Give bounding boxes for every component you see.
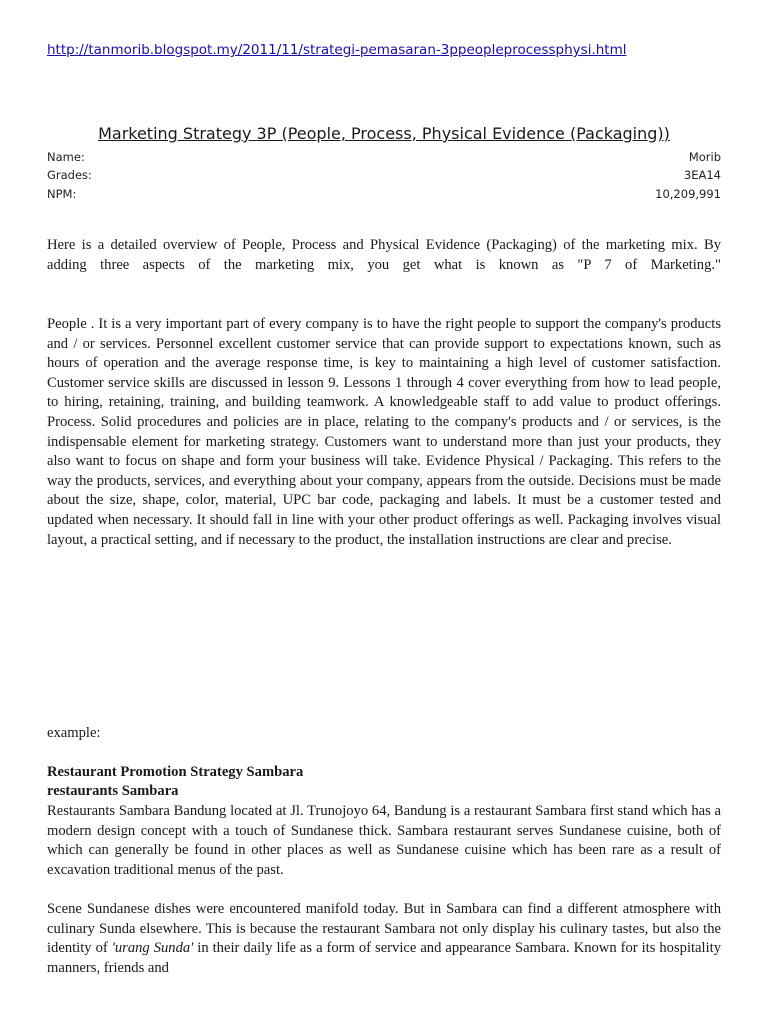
- meta-value: 10,209,991: [655, 187, 721, 201]
- para-text: in their daily life as a form of service and appearance Sambara. Known for its hospitality manners, friends and: [47, 940, 721, 976]
- meta-label: Grades:: [47, 168, 92, 182]
- meta-value: 3EA14: [683, 168, 721, 182]
- sub-heading: restaurants Sambara: [47, 783, 179, 799]
- restaurant-paragraph-1: Restaurants Sambara Bandung located at Jl. Trunojoyo 64, Bandung is a restaurant Sambara first stand which has a modern design concept with a touch of Sundanese thick. Sambara restaurant serves Sundanese cuisine, both of which can generally be found in other places as well as Sundanese cuisine which has been rare as a result of excavation traditional menus of the past.: [47, 803, 721, 878]
- meta-label: NPM:: [47, 187, 77, 201]
- para-italic-text: 'urang Sunda': [111, 940, 194, 957]
- meta-label: Name:: [47, 150, 85, 164]
- section-heading: Restaurant Promotion Strategy Sambara: [47, 764, 304, 780]
- example-label: example:: [47, 725, 101, 741]
- source-url-link[interactable]: http://tanmorib.blogspot.my/2011/11/strategi-pemasaran-3ppeopleprocessphysi.html: [47, 42, 627, 58]
- page-title: Marketing Strategy 3P (People, Process, Physical Evidence (Packaging)): [98, 124, 670, 143]
- body-paragraph: People . It is a very important part of every company is to have the right people to support the company's products and / or services. Personnel excellent customer service that can provide support to expectations known, such as hours of operation and the average response time, is key to maintaining a high level of customer satisfaction. Customer service skills are discussed in lesson 9. Lessons 1 through 4 cover everything from how to lead people, to hiring, retaining, training, and building teamwork. A knowledgeable staff to add value to product offerings. Process. Solid procedures and policies are in place, relating to the company's products and / or services, is the indispensable element for marketing strategy. Customers want to understand more than just your products, they also want to focus on shape and form your business will take. Evidence Physical / Packaging. This refers to the way the products, services, and everything about your company, appears from the outside. Decisions must be made about the size, shape, color, material, UPC bar code, packaging and labels. It must be a customer tested and updated when necessary. It should fall in line with your other product offerings as well. Packaging involves visual layout, a practical setting, and if necessary to the product, the installation instructions are clear and precise.: [47, 316, 721, 548]
- para-text: Scene Sundanese dishes were encountered manifold today. But in Sambara can find a different atmosphere with culinary Sunda elsewhere. This is because the restaurant Sambara not only display his culinary tastes, but also the identity of: [47, 901, 721, 957]
- restaurant-paragraph-2: [47, 900, 721, 978]
- intro-paragraph: Here is a detailed overview of People, Process and Physical Evidence (Packaging) of the marketing mix. By adding three aspects of the marketing mix, you get what is known as "P 7 of Marketing.": [47, 237, 721, 273]
- meta-value: Morib: [688, 150, 721, 164]
